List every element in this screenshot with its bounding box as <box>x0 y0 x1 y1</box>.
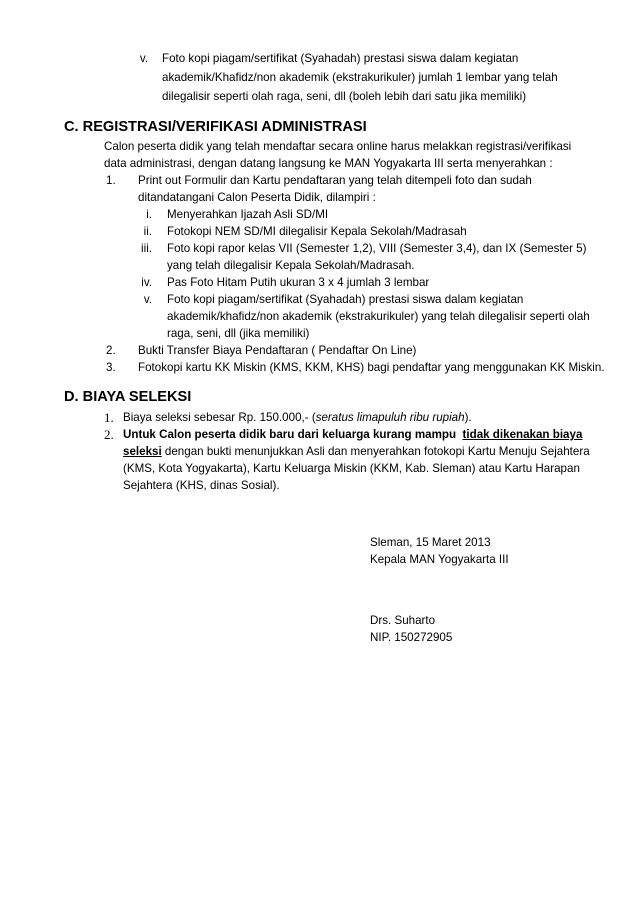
section-c-item-1-marker: 1. <box>106 174 116 187</box>
section-c-item-2-marker: 2. <box>106 344 116 357</box>
signature-nip: NIP. 150272905 <box>370 631 453 644</box>
section-c-item-3-marker: 3. <box>106 361 116 374</box>
fee-text: Biaya seleksi sebesar Rp. 150.000,- ( <box>123 411 316 424</box>
section-d-heading: D. BIAYA SELEKSI <box>64 389 192 405</box>
top-item-marker: v. <box>139 52 148 65</box>
section-d-item-2-line-2 <box>123 444 590 459</box>
section-d-item-2-line-4: Sejahtera (KHS, dinas Sosial). <box>123 479 280 492</box>
subitem-iii-line-2: yang telah dilegalisir Kepala Sekolah/Madrasah. <box>167 259 415 272</box>
section-c-heading: C. REGISTRASI/VERIFIKASI ADMINISTRASI <box>64 119 367 135</box>
subitem-iv-text: Pas Foto Hitam Putih ukuran 3 x 4 jumlah 3 lembar <box>167 276 430 289</box>
subitem-iii-line-1: Foto kopi rapor kelas VII (Semester 1,2), VIII (Semester 3,4), dan IX (Semester 5) <box>167 242 587 255</box>
fee-words: seratus limapuluh ribu rupiah <box>315 411 465 424</box>
section-c-item-3-text: Fotokopi kartu KK Miskin (KMS, KKM, KHS) bagi pendaftar yang menggunakan KK Miskin. <box>138 361 605 374</box>
subitem-i-text: Menyerahkan Ijazah Asli SD/MI <box>167 208 329 221</box>
subitem-v-marker: v. <box>143 293 152 306</box>
subitem-ii-marker: ii. <box>143 225 152 238</box>
waiver-line-2-rest: dengan bukti menunjukkan Asli dan menyerahkan fotokopi Kartu Menuju Sejahtera <box>161 445 590 458</box>
subitem-v-line-3: raga, seni, dll (jika memiliki) <box>167 327 310 340</box>
fee-close: ). <box>464 411 472 424</box>
waiver-lead: Untuk Calon peserta didik baru dari keluarga kurang mampu <box>123 428 457 441</box>
waiver-emphasis-2: seleksi <box>123 445 162 458</box>
signature-position: Kepala MAN Yogyakarta III <box>370 553 509 566</box>
subitem-iv-marker: iv. <box>141 276 152 289</box>
subitem-v-line-1: Foto kopi piagam/sertifikat (Syahadah) prestasi siswa dalam kegiatan <box>167 293 524 306</box>
subitem-iii-marker: iii. <box>141 242 152 255</box>
section-c-intro-line-2: data administrasi, dengan datang langsung ke MAN Yogyakarta III serta menyerahkan : <box>104 157 553 170</box>
subitem-i-marker: i. <box>146 208 152 221</box>
signature-name: Drs. Suharto <box>370 614 436 627</box>
section-d-item-2-line-3: (KMS, Kota Yogyakarta), Kartu Keluarga Miskin (KKM, Kab. Sleman) atau Kartu Harapan <box>123 462 580 475</box>
subitem-ii-text: Fotokopi NEM SD/MI dilegalisir Kepala Sekolah/Madrasah <box>167 225 467 238</box>
section-d-item-2-marker: 2. <box>104 427 114 442</box>
section-d-item-2-line-1 <box>123 427 582 442</box>
section-d-item-1-marker: 1. <box>104 410 114 425</box>
section-c-item-2-text: Bukti Transfer Biaya Pendaftaran ( Pendaftar On Line) <box>138 344 417 357</box>
section-c-item-1-line-1: Print out Formulir dan Kartu pendaftaran yang telah ditempeli foto dan sudah <box>138 174 532 187</box>
top-item-line-1: Foto kopi piagam/sertifikat (Syahadah) prestasi siswa dalam kegiatan <box>162 52 519 65</box>
section-c-intro-line-1: Calon peserta didik yang telah mendaftar secara online harus melakkan registrasi/verifikasi <box>104 140 572 153</box>
section-c-item-1-line-2: ditandatangani Calon Peserta Didik, dilampiri : <box>138 191 376 204</box>
waiver-emphasis-1: tidak dikenakan biaya <box>462 428 583 441</box>
top-item-line-3: dilegalisir seperti olah raga, seni, dll (boleh lebih dari satu jika memiliki) <box>162 90 527 103</box>
section-d-item-1-text <box>123 410 472 425</box>
signature-place-date: Sleman, 15 Maret 2013 <box>370 536 491 549</box>
top-item-line-2: akademik/Khafidz/non akademik (ekstrakurikuler) jumlah 1 lembar yang telah <box>162 71 558 84</box>
subitem-v-line-2: akademik/khafidz/non akademik (ekstrakurikuler) yang telah dilegalisir seperti olah <box>167 310 590 323</box>
